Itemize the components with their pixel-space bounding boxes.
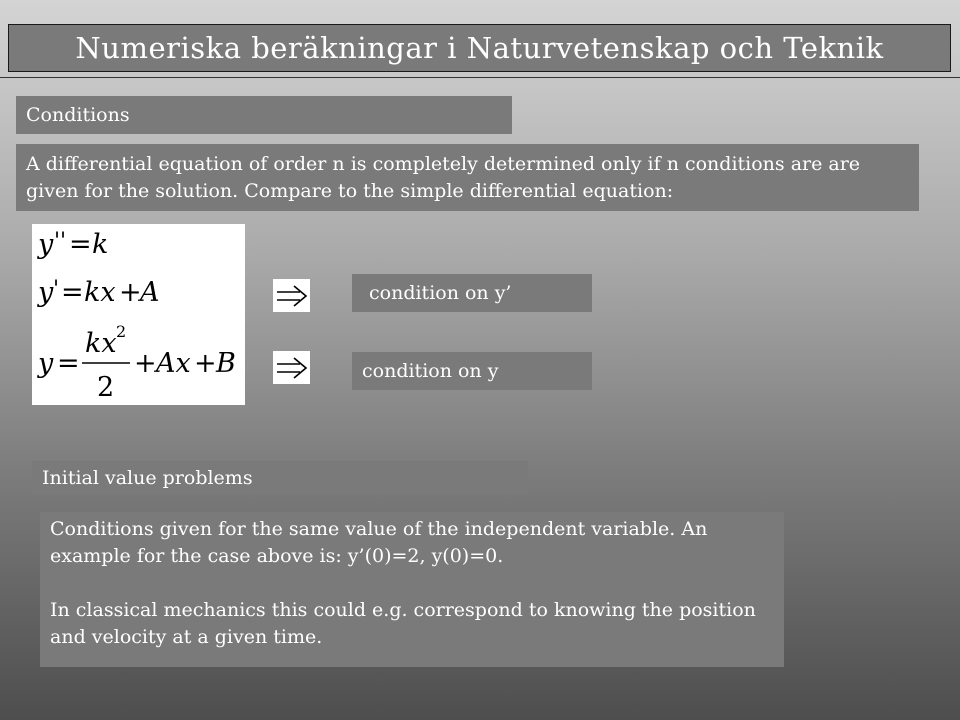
- condition-derivative-label: condition on y’: [352, 274, 592, 312]
- svg-text:y: y: [38, 277, 54, 308]
- ivp-paragraph-2: In classical mechanics this could e.g. correspond to knowing the position and velocity at a given time.: [50, 599, 756, 648]
- svg-text:2: 2: [97, 372, 115, 403]
- condition-function-label: condition on y: [352, 352, 592, 390]
- svg-text:+: +: [119, 277, 142, 308]
- title-divider: [0, 77, 960, 78]
- equation-image: [32, 224, 245, 405]
- implies-arrow-icon: [273, 351, 310, 384]
- svg-text:A: A: [140, 277, 160, 308]
- ivp-description: [40, 512, 784, 667]
- svg-text:Ax: Ax: [156, 348, 191, 379]
- implies-arrow-icon: [273, 279, 310, 312]
- svg-text:': ': [53, 277, 60, 302]
- svg-text:=: =: [57, 348, 80, 379]
- intro-text: A differential equation of order n is completely determined only if n conditions are are given for the solution. Compare to the simple differential equation:: [16, 144, 919, 211]
- svg-text:k: k: [92, 229, 109, 260]
- svg-text:y: y: [38, 229, 54, 260]
- svg-text:2: 2: [116, 322, 127, 341]
- svg-text:=: =: [61, 277, 84, 308]
- slide-title: Numeriska beräkningar i Naturvetenskap och Teknik: [8, 24, 951, 72]
- svg-text:=: =: [69, 229, 92, 260]
- ivp-paragraph-1: Conditions given for the same value of the independent variable. An example for the case above is: y’(0)=2, y(0)=0.: [50, 518, 708, 567]
- svg-text:y: y: [38, 348, 54, 379]
- svg-text:'': '': [54, 229, 67, 254]
- ivp-heading: Initial value problems: [32, 461, 528, 495]
- svg-text:+: +: [194, 348, 217, 379]
- svg-text:kx: kx: [85, 328, 117, 359]
- svg-text:kx: kx: [84, 277, 116, 308]
- conditions-heading: Conditions: [16, 96, 512, 134]
- svg-text:+: +: [134, 348, 157, 379]
- svg-text:B: B: [216, 348, 236, 379]
